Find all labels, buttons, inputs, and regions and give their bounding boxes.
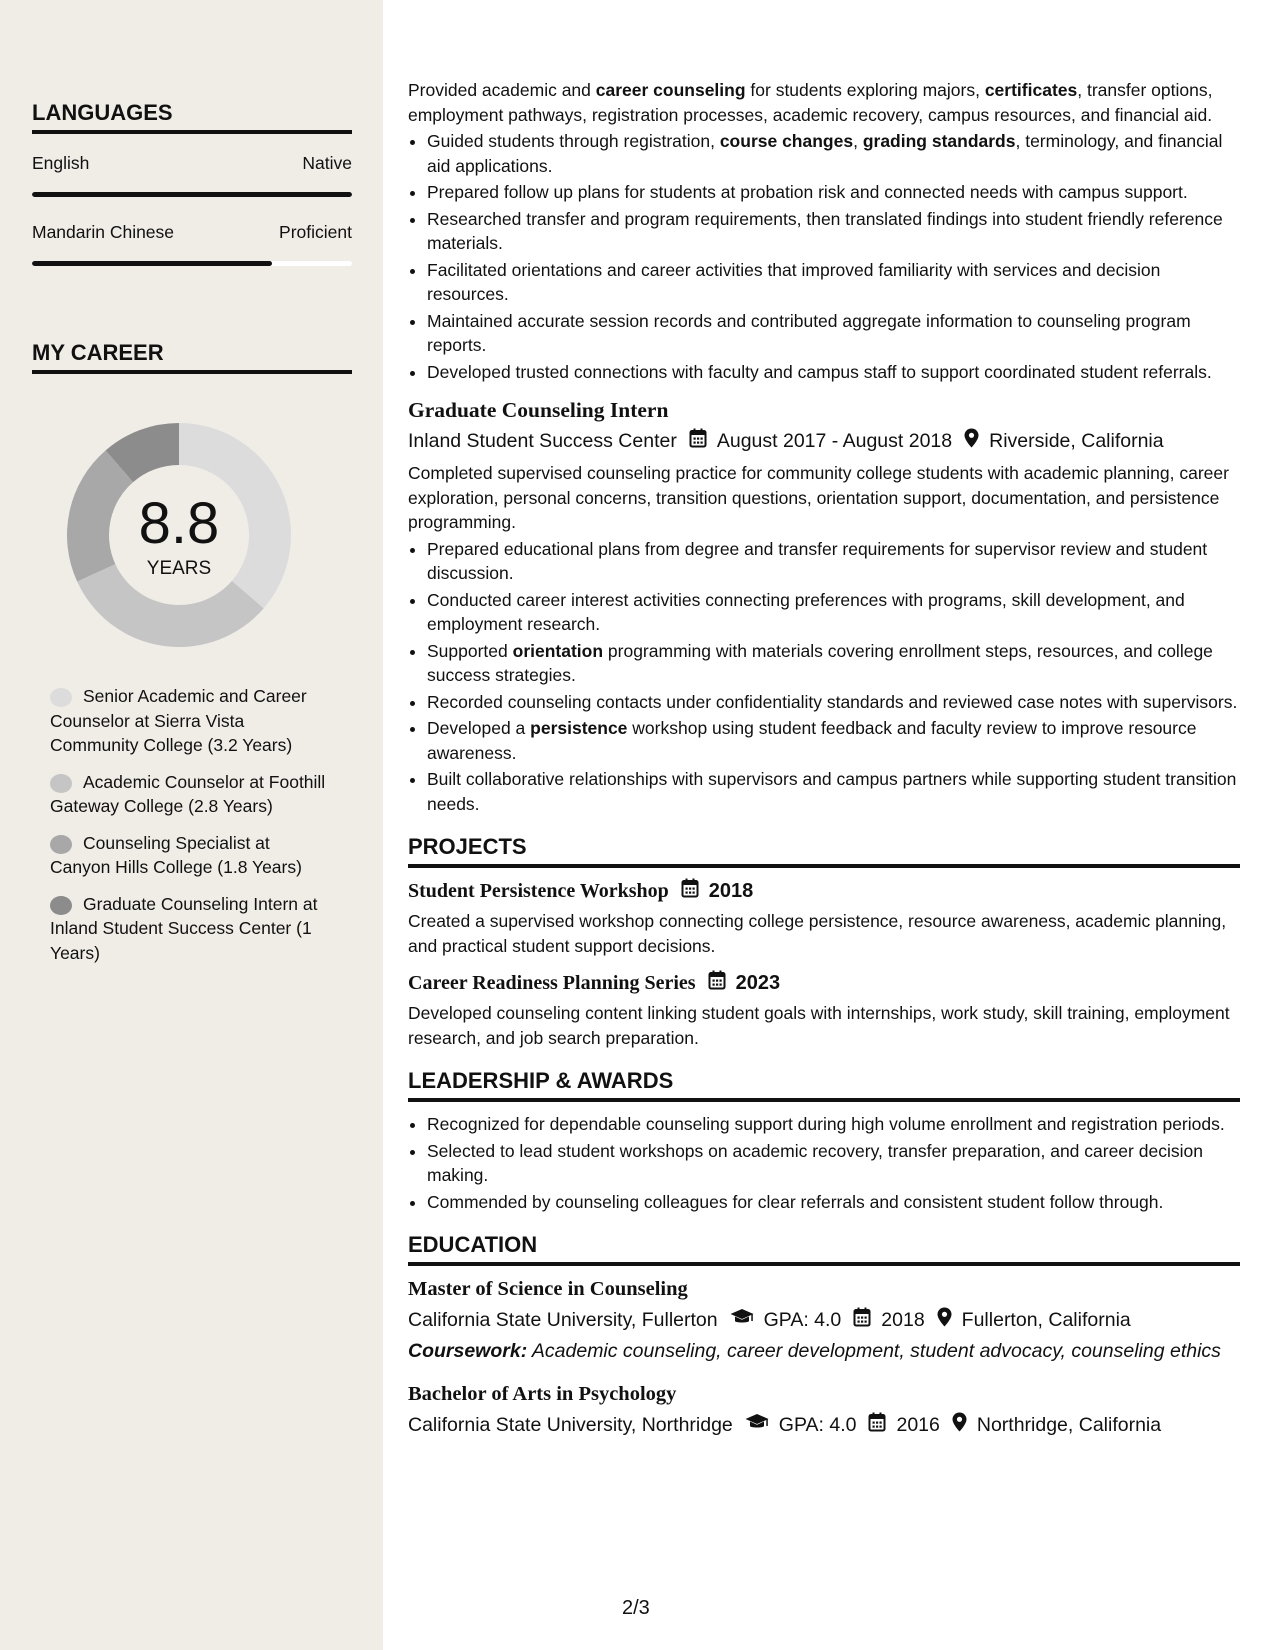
- career-legend: [50, 684, 330, 977]
- bullet-keyword: grading standards: [862, 131, 1016, 151]
- bullet-text: Guided students through registration,: [427, 131, 720, 151]
- job-intro-paragraph: [408, 78, 1240, 127]
- language-row: [32, 222, 352, 243]
- career-legend-dot: [50, 896, 72, 915]
- bullet-keyword: course changes: [719, 131, 854, 151]
- projects-heading: PROJECTS: [408, 834, 1240, 868]
- bullet-item: • Recorded counseling contacts under confidentiality standards and reviewed case notes with supervisors.: [427, 690, 1240, 715]
- location-pin-icon: [937, 1307, 952, 1333]
- intro-text: , transfer options, employment pathways, registration processes, academic recovery, campus resources, and financial aid.: [408, 80, 1213, 125]
- edu-gpa: GPA: 4.0: [763, 1308, 842, 1331]
- job-description: Completed supervised counseling practice for community college students with academic planning, career exploration, personal concerns, transition questions, orientation support, documentation, and persistence programming.: [408, 463, 1229, 532]
- calendar-icon: [853, 1307, 871, 1333]
- edu-meta: [408, 1412, 1240, 1438]
- career-legend-dot: [50, 774, 72, 793]
- career-legend-item: [50, 831, 330, 880]
- career-legend-item: [50, 892, 330, 966]
- language-name: Mandarin Chinese: [32, 222, 175, 242]
- bullet-item: • Selected to lead student workshops on academic recovery, transfer preparation, and career decision making.: [427, 1139, 1240, 1188]
- bullet-item: [427, 129, 1240, 178]
- edu-degree: Bachelor of Arts in Psychology: [408, 1383, 677, 1405]
- intro-text: Provided academic and: [408, 80, 596, 100]
- career-legend-label: Senior Academic and Career Counselor at Sierra Vista Community College (3.2 Years): [50, 686, 307, 755]
- job-bullets: [408, 537, 1240, 817]
- edu-meta: [408, 1307, 1240, 1333]
- project-title-row: [408, 970, 1240, 996]
- bullet-item: • Recognized for dependable counseling support during high volume enrollment and registration periods.: [427, 1112, 1240, 1137]
- bullet-item: • Researched transfer and program requirements, then translated findings into student friendly reference materials.: [427, 207, 1240, 256]
- bullet-item: • Maintained accurate session records and contributed aggregate information to counseling program reports.: [427, 309, 1240, 358]
- edu-school: California State University, Fullerton: [408, 1308, 718, 1331]
- bullet-keyword: persistence: [530, 718, 628, 738]
- job-dates: August 2017 - August 2018: [716, 429, 953, 452]
- language-row: [32, 153, 352, 174]
- language-proficiency-fill: [32, 192, 352, 197]
- location-pin-icon: [964, 428, 979, 454]
- language-proficiency-fill: [32, 261, 272, 266]
- project-year: 2023: [735, 971, 781, 994]
- edu-location: Fullerton, California: [961, 1308, 1131, 1331]
- language-name: English: [32, 153, 90, 173]
- career-legend-item: [50, 770, 330, 819]
- edu-year: 2018: [881, 1308, 925, 1331]
- job-bullets: [408, 129, 1240, 384]
- language-proficiency-bar: [32, 261, 352, 266]
- job-meta: [408, 428, 1240, 454]
- coursework-text: Academic counseling, career development, student advocacy, counseling ethics: [527, 1340, 1221, 1362]
- bullet-text: Developed a: [427, 718, 531, 738]
- career-donut-chart: [64, 420, 294, 650]
- language-proficiency-bar: [32, 192, 352, 197]
- leadership-heading: LEADERSHIP & AWARDS: [408, 1068, 1240, 1102]
- calendar-icon: [689, 428, 707, 454]
- bullet-item: • Prepared educational plans from degree and transfer requirements for supervisor review and student discussion.: [427, 537, 1240, 586]
- job-location: Riverside, California: [989, 429, 1164, 452]
- edu-school: California State University, Northridge: [408, 1413, 733, 1436]
- career-legend-dot: [50, 835, 72, 854]
- calendar-icon: [708, 970, 726, 996]
- bullet-text: , terminology, and financial aid applications.: [427, 131, 1223, 176]
- language-level: Proficient: [279, 222, 352, 242]
- edu-location: Northridge, California: [976, 1413, 1162, 1436]
- bullet-item: • Developed trusted connections with faculty and campus staff to support coordinated student referrals.: [427, 360, 1240, 385]
- project-description: Created a supervised workshop connecting college persistence, resource awareness, academic planning, and practical student support decisions.: [408, 911, 1227, 956]
- bullet-item: • Conducted career interest activities connecting preferences with programs, skill development, and employment research.: [427, 588, 1240, 637]
- career-legend-item: [50, 684, 330, 758]
- language-level: Native: [302, 153, 352, 173]
- project-year: 2018: [708, 879, 754, 902]
- edu-coursework: [408, 1339, 1240, 1363]
- calendar-icon: [868, 1412, 886, 1438]
- education-heading: EDUCATION: [408, 1232, 1240, 1266]
- career-heading: MY CAREER: [32, 340, 352, 374]
- edu-degree: Master of Science in Counseling: [408, 1278, 688, 1300]
- career-total-years: 8.8: [138, 491, 220, 556]
- bullet-text: workshop using student feedback and faculty review to improve resource awareness.: [427, 718, 1197, 763]
- languages-heading: LANGUAGES: [32, 100, 352, 134]
- project-title-row: [408, 878, 1240, 904]
- career-total-unit: YEARS: [146, 558, 212, 579]
- job-organization: Inland Student Success Center: [408, 429, 677, 452]
- bullet-text: ,: [853, 131, 863, 151]
- calendar-icon: [681, 878, 699, 904]
- sidebar: [0, 0, 383, 1650]
- intro-keyword: career counseling: [595, 80, 746, 100]
- career-legend-label: Counseling Specialist at Canyon Hills College (1.8 Years): [50, 832, 302, 877]
- graduation-cap-icon: [745, 1413, 769, 1437]
- edu-year: 2016: [896, 1413, 940, 1436]
- bullet-text: programming with materials covering enrollment steps, resources, and college success strategies.: [427, 640, 1213, 685]
- career-legend-label: Graduate Counseling Intern at Inland Student Success Center (1 Years): [50, 893, 318, 963]
- bullet-item: [427, 716, 1240, 765]
- intro-text: for students exploring majors,: [745, 80, 985, 100]
- bullet-item: • Built collaborative relationships with supervisors and campus partners while supporting student transition needs.: [427, 767, 1240, 816]
- location-pin-icon: [952, 1412, 967, 1438]
- intro-keyword: certificates: [984, 80, 1078, 100]
- graduation-cap-icon: [730, 1308, 754, 1332]
- project-description: Developed counseling content linking student goals with internships, work study, skill training, employment research, and job search preparation.: [408, 1003, 1230, 1048]
- career-legend-dot: [50, 688, 72, 707]
- page-number: 2/3: [622, 1597, 650, 1619]
- leadership-bullets: [408, 1112, 1240, 1214]
- bullet-item: • Facilitated orientations and career activities that improved familiarity with services and decision resources.: [427, 258, 1240, 307]
- project-title: Career Readiness Planning Series: [408, 971, 696, 994]
- edu-gpa: GPA: 4.0: [778, 1413, 857, 1436]
- bullet-text: Supported: [427, 640, 513, 661]
- job-title: Graduate Counseling Intern: [408, 398, 669, 422]
- project-title: Student Persistence Workshop: [408, 879, 669, 902]
- coursework-label: Coursework:: [408, 1340, 528, 1362]
- career-legend-label: Academic Counselor at Foothill Gateway College (2.8 Years): [50, 771, 326, 816]
- bullet-item: • Prepared follow up plans for students at probation risk and connected needs with campus support.: [427, 180, 1240, 205]
- bullet-item: • Commended by counseling colleagues for clear referrals and consistent student follow through.: [427, 1190, 1240, 1215]
- bullet-item: [427, 639, 1240, 688]
- main-content: [408, 78, 1240, 1438]
- bullet-keyword: orientation: [512, 640, 604, 661]
